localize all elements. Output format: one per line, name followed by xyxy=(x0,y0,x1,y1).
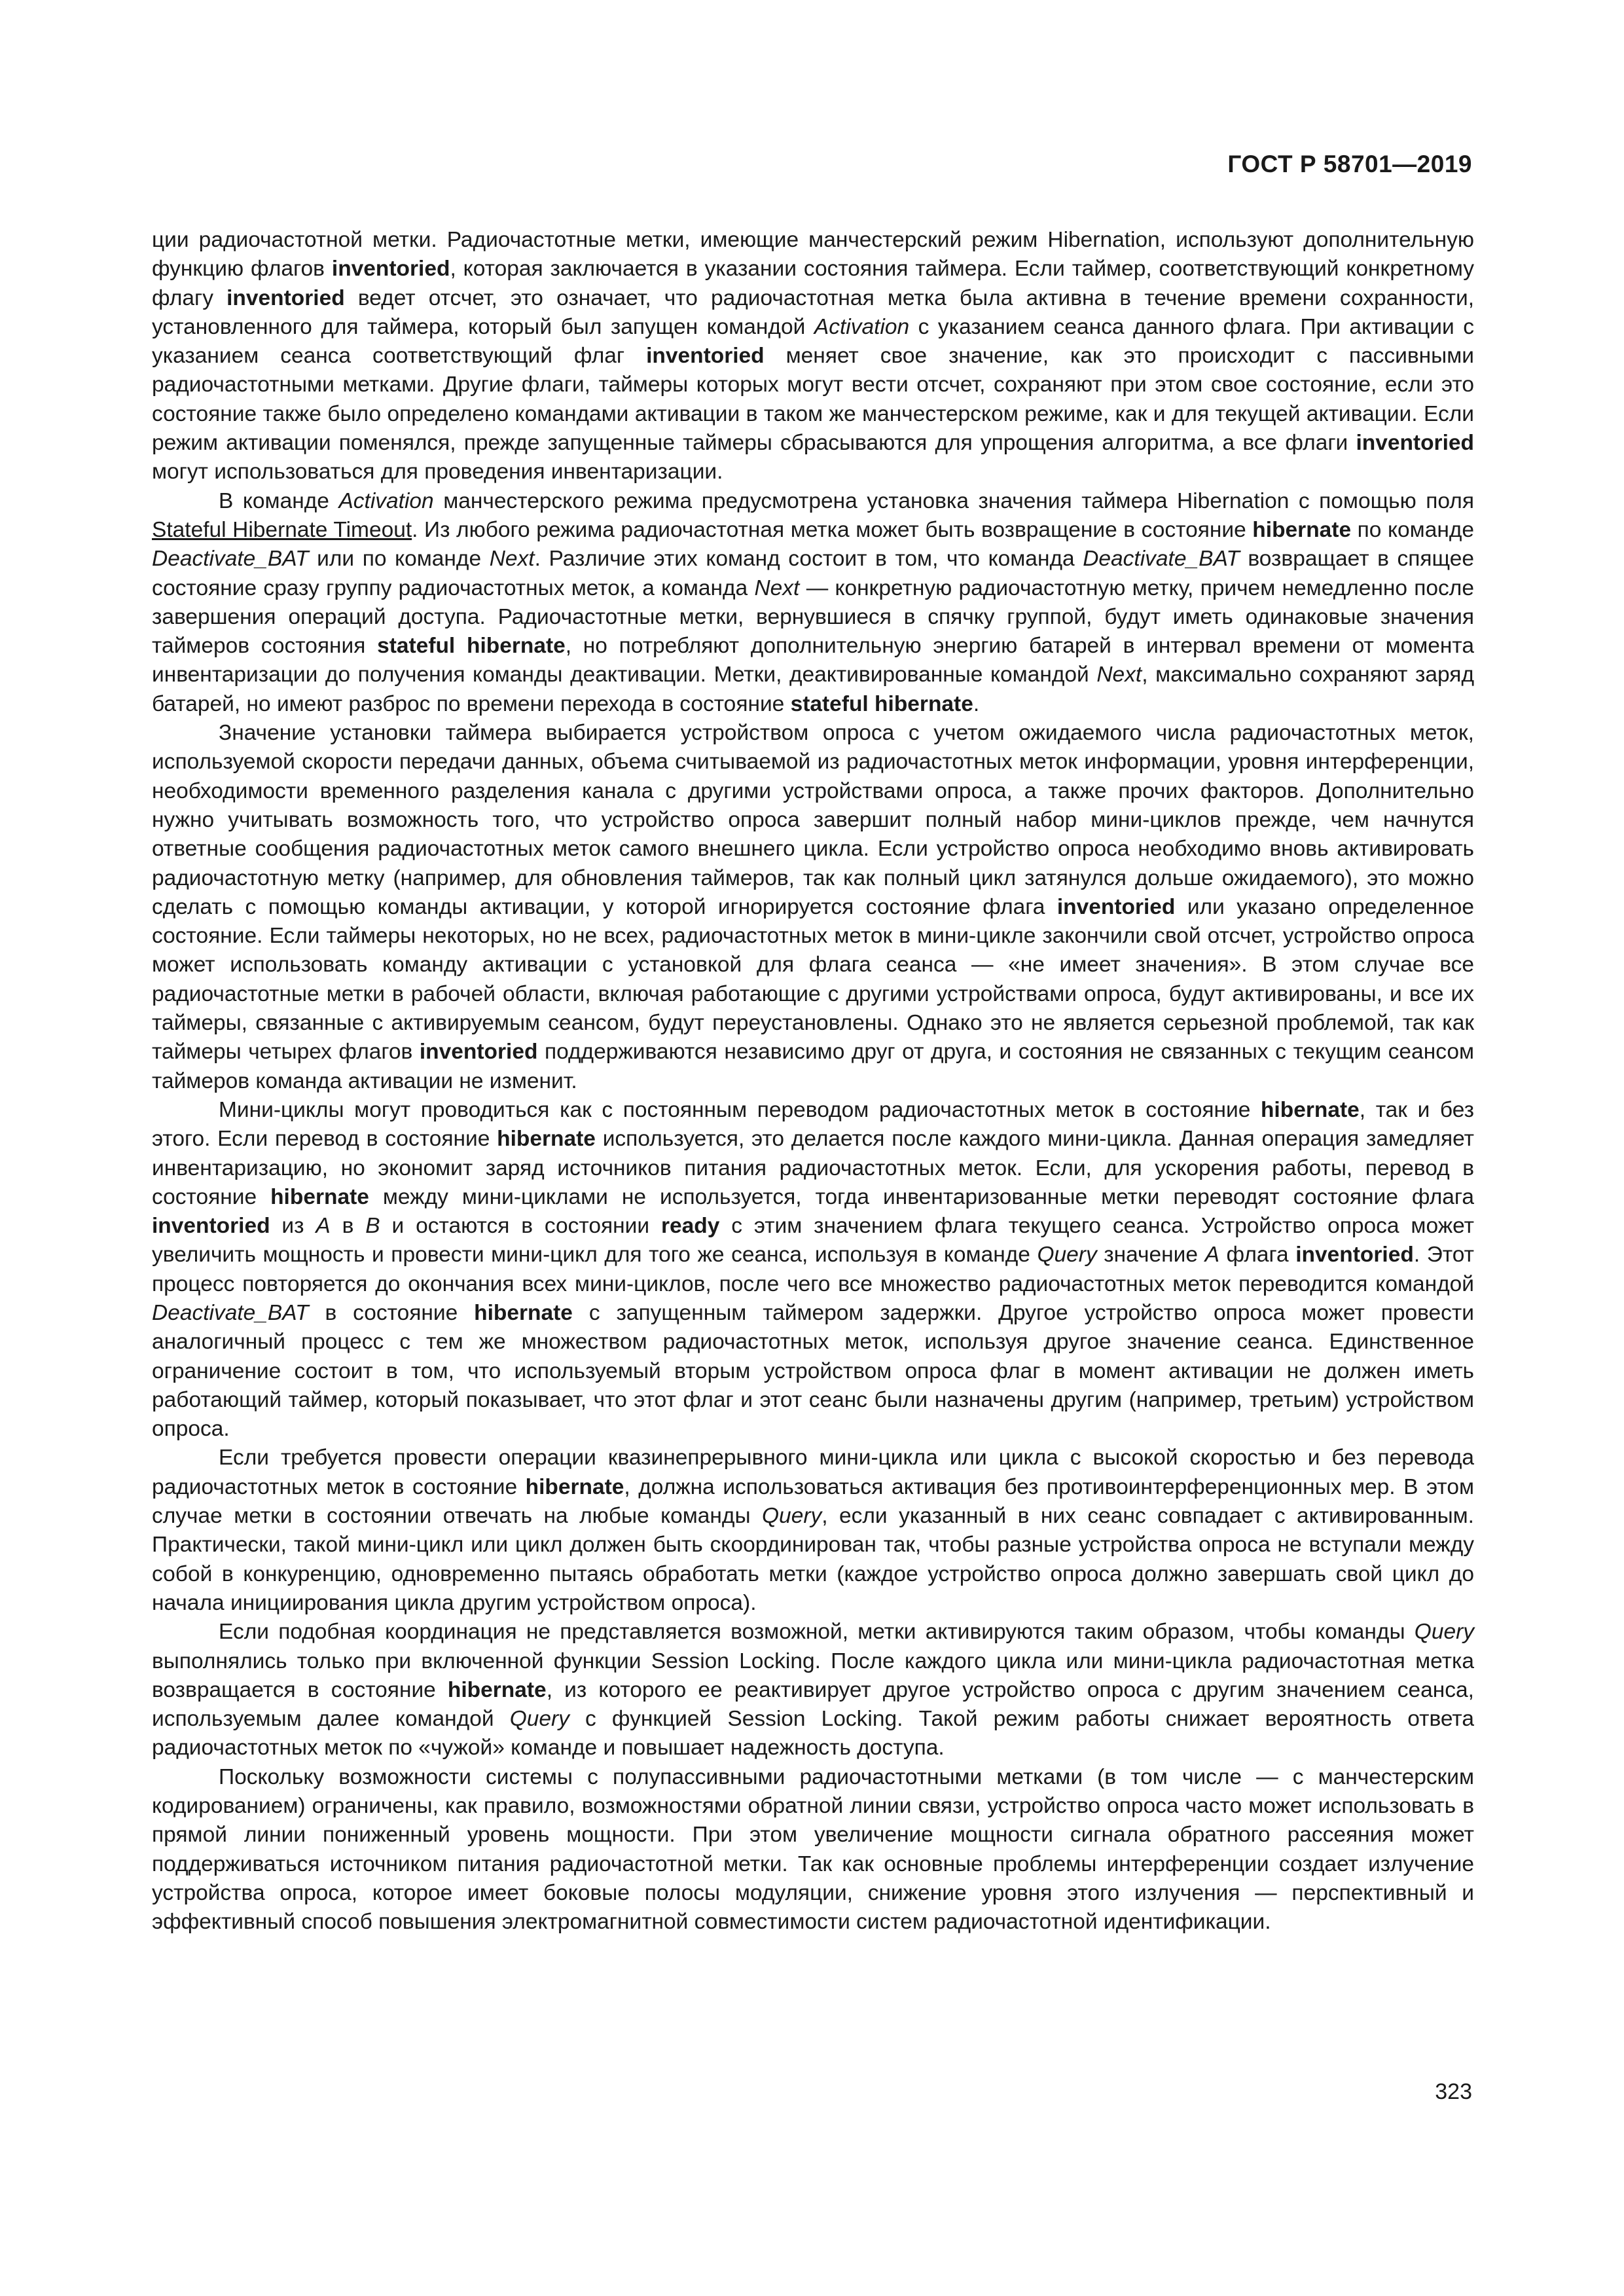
bold-run: inventoried xyxy=(331,257,450,282)
text-run: в xyxy=(330,1214,366,1239)
text-run: или по команде xyxy=(308,547,490,572)
bold-run: inventoried xyxy=(152,1214,270,1239)
text-run: могут использоваться для проведения инвентаризации. xyxy=(152,460,723,484)
text-run: Значение установки таймера выбирается устройством опроса с учетом ожидаемого числа радиочастотных меток, используемой скорости передачи данных, объема считываемой из радиочастотных меток информации, уровня интерференции, необходимости временного разделения канала с другими устройствами опроса, а также прочих факторов. Дополнительно нужно учитывать возможность того, что устройство опроса завершит полный набор мини-циклов прежде, чем начнутся ответные сообщения радиочастотных меток самого внешнего цикла. Если устройство опроса необходимо вновь активировать радиочастотную метку (например, для обновления таймеров, так как полный цикл затянулся дольше ожидаемого), это можно сделать с помощью команды активации, у которой игнорируется состояние флага xyxy=(152,721,1474,919)
page-number: 323 xyxy=(1435,2079,1472,2104)
bold-run: hibernate xyxy=(525,1474,624,1499)
text-run: или указано определенное состояние. Если таймеры некоторых, но не всех, радиочастотных меток в мини-цикле закончили свой отсчет, устройство опроса может использовать команду активации с установкой для флага сеанса — «не имеет значения». В этом случае все радиочастотные метки в рабочей области, включая работающие с другими устройствами опроса, будут активированы, и все их таймеры, связанные с активируемым сеансом, будут переустановлены. Однако это не является серьезной проблемой, так как таймеры четырех флагов xyxy=(152,894,1475,1065)
paragraph xyxy=(152,1763,1474,1937)
text-run: , должна использоваться активация без противоинтерференционных мер. В этом случае метки в состоянии отвечать на любые команды xyxy=(152,1474,1474,1529)
paragraph xyxy=(152,719,1474,1096)
text-run: , но потребляют дополнительную энергию батарей в интервал времени от момента инвентаризации до получения команды деактивации. Метки, деактивированные командой xyxy=(152,634,1474,687)
bold-run: hibernate xyxy=(497,1127,596,1152)
bold-run: ready xyxy=(660,1214,720,1239)
text-run: поддерживаются независимо друг от друга, и состояния не связанных с текущим сеансом таймеров команда активации не изменит. xyxy=(152,1040,1474,1093)
text-run: и остаются в состоянии xyxy=(380,1214,661,1239)
body-text xyxy=(152,226,1474,1937)
italic-run: B xyxy=(365,1214,380,1239)
paragraph xyxy=(152,1444,1474,1618)
text-run: ции радиочастотной метки. Радиочастотные метки, имеющие манчестерский режим Hibernation, используют дополнительную функцию флагов xyxy=(152,228,1474,282)
italic-run: Next xyxy=(1096,663,1142,687)
italic-run: Deactivate_BAT xyxy=(152,547,309,572)
italic-run: Activation xyxy=(338,488,434,513)
italic-run: Query xyxy=(1414,1620,1474,1645)
underline-run: Stateful Hibernate Timeout xyxy=(152,517,412,542)
text-run: ведет отсчет, это означает, что радиочастотная метка была активна в течение времени сохранности, установленного для таймера, который был запущен командой xyxy=(152,285,1474,339)
bold-run: hibernate xyxy=(270,1184,369,1209)
italic-run: Activation xyxy=(814,314,910,339)
paragraph xyxy=(152,1618,1474,1762)
italic-run: Next xyxy=(489,547,535,572)
text-run: с указанием сеанса данного флага. При активации с указанием сеанса соответствующий флаг xyxy=(152,314,1474,369)
text-run: Мини-циклы могут проводиться как с постоянным переводом радиочастотных меток в состояние xyxy=(219,1097,1261,1122)
paragraph xyxy=(152,1096,1474,1444)
italic-run: Deactivate_BAT xyxy=(1083,547,1240,572)
text-run: . Этот процесс повторяется до окончания всех мини-циклов, после чего все множество радиочастотных меток переводится командой xyxy=(152,1243,1474,1296)
text-run: между мини-циклами не используется, тогда инвентаризованные метки переводят состояние флага xyxy=(369,1184,1474,1209)
text-run: возвращает в спящее состояние сразу группу радиочастотных меток, а команда xyxy=(152,547,1474,600)
paragraph xyxy=(152,226,1474,487)
bold-run: stateful hibernate xyxy=(377,634,566,659)
text-run: с функцией Session Locking. Такой режим работы снижает вероятность ответа радиочастотных меток по «чужой» команде и повышает надежность доступа. xyxy=(152,1707,1474,1760)
text-run: Если требуется провести операции квазинепрерывного мини-цикла или цикла с высокой скоростью и без перевода радиочастотных меток в состояние xyxy=(152,1446,1474,1499)
italic-run: A xyxy=(316,1214,331,1239)
bold-run: hibernate xyxy=(447,1677,547,1702)
italic-run: Query xyxy=(762,1504,822,1529)
text-run: с этим значением флага текущего сеанса. Устройство опроса может увеличить мощность и провести мини-цикл для того же сеанса, используя в команде xyxy=(152,1214,1474,1267)
paragraph xyxy=(152,487,1474,719)
bold-run: stateful hibernate xyxy=(790,691,973,716)
text-run: — конкретную радиочастотную метку, причем немедленно после завершения операций доступа. Радиочастотные метки, вернувшиеся в спячку группой, будут иметь одинаковые значения таймеров состояния xyxy=(152,575,1474,659)
text-run: Поскольку возможности системы с полупассивными радиочастотными метками (в том числе — с манчестерским кодированием) ограничены, как правило, возможностями обратной линии связи, устройство опроса часто может использовать в прямой линии пониженный уровень мощности. При этом увеличение мощности сигнала обратного рассеяния может поддерживаться источником питания радиочастотной метки. Так как основные проблемы интерференции создает излучение устройства опроса, которое имеет боковые полосы модуляции, снижение уровня этого излучения — перспективный и эффективный способ повышения электромагнитной совместимости систем радиочастотной идентификации. xyxy=(152,1764,1474,1935)
text-run: . xyxy=(973,691,980,716)
text-run: используется, это делается после каждого мини-цикла. Данная операция замедляет инвентаризацию, но экономит заряд источников питания радиочастотных меток. Если, для ускорения работы, перевод в состояние xyxy=(152,1127,1474,1209)
text-run: манчестерского режима предусмотрена установка значения таймера Hibernation с помощью поля xyxy=(433,488,1474,513)
text-run: , так и без этого. Если перевод в состояние xyxy=(152,1097,1474,1152)
text-run: , которая заключается в указании состояния таймера. Если таймер, соответствующий конкретному флагу xyxy=(152,257,1474,310)
text-run: . Различие этих команд состоит в том, что команда xyxy=(534,547,1083,572)
bold-run: inventoried xyxy=(419,1040,538,1065)
bold-run: hibernate xyxy=(474,1300,573,1325)
bold-run: inventoried xyxy=(226,285,345,310)
text-run: . Из любого режима радиочастотная метка может быть возвращение в состояние xyxy=(412,517,1253,542)
italic-run: Next xyxy=(754,575,800,600)
text-run: , максимально сохраняют заряд батарей, но имеют разброс по времени перехода в состояние xyxy=(152,663,1474,716)
text-run: выполнялись только при включенной функции Session Locking. После каждого цикла или мини-цикла радиочастотная метка возвращается в состояние xyxy=(152,1649,1474,1702)
bold-run: inventoried xyxy=(1056,894,1176,919)
text-run: по команде xyxy=(1351,517,1474,542)
italic-run: Deactivate_BAT xyxy=(152,1300,309,1325)
text-run: меняет свое значение, как это происходит с пассивными радиочастотными метками. Другие флаги, таймеры которых могут вести отсчет, сохраняют при этом свое состояние, если это состояние также было определено командами активации в таком же манчестерском режиме, как и для текущей активации. Если режим активации поменялся, прежде запущенные таймеры сбрасываются для упрощения алгоритма, а все флаги xyxy=(152,344,1474,456)
standard-designation: ГОСТ Р 58701—2019 xyxy=(1227,151,1472,177)
bold-run: inventoried xyxy=(1356,431,1474,456)
text-run: из xyxy=(270,1214,316,1239)
text-run: , из которого ее реактивирует другое устройство опроса с другим значением сеанса, используемым далее командой xyxy=(152,1677,1474,1732)
bold-run: hibernate xyxy=(1252,517,1352,542)
text-run: , если указанный в них сеанс совпадает с активированным. Практически, такой мини-цикл или цикл должен быть скоординирован так, чтобы разные устройства опроса не вступали между собой в конкуренцию, одновременно пытаясь обработать метки (каждое устройство опроса должно завершать свой цикл до начала инициирования цикла другим устройством опроса). xyxy=(152,1504,1474,1615)
italic-run: Query xyxy=(1037,1243,1097,1267)
text-run: В команде xyxy=(219,488,339,513)
italic-run: Query xyxy=(509,1707,569,1732)
bold-run: inventoried xyxy=(646,344,765,369)
text-run: флага xyxy=(1219,1243,1296,1267)
italic-run: A xyxy=(1204,1243,1219,1267)
bold-run: hibernate xyxy=(1260,1097,1360,1122)
text-run: значение xyxy=(1096,1243,1205,1267)
text-run: в состояние xyxy=(308,1300,475,1325)
text-run: с запущенным таймером задержки. Другое устройство опроса может провести аналогичный процесс с тем же множеством радиочастотных меток, используя другое значение сеанса. Единственное ограничение состоит в том, что используемый вторым устройством опроса флаг в момент активации не должен иметь работающий таймер, который показывает, что этот флаг и этот сеанс были назначены другим (например, третьим) устройством опроса. xyxy=(152,1300,1474,1442)
bold-run: inventoried xyxy=(1295,1243,1414,1267)
text-run: Если подобная координация не представляется возможной, метки активируются таким образом, чтобы команды xyxy=(219,1620,1415,1645)
